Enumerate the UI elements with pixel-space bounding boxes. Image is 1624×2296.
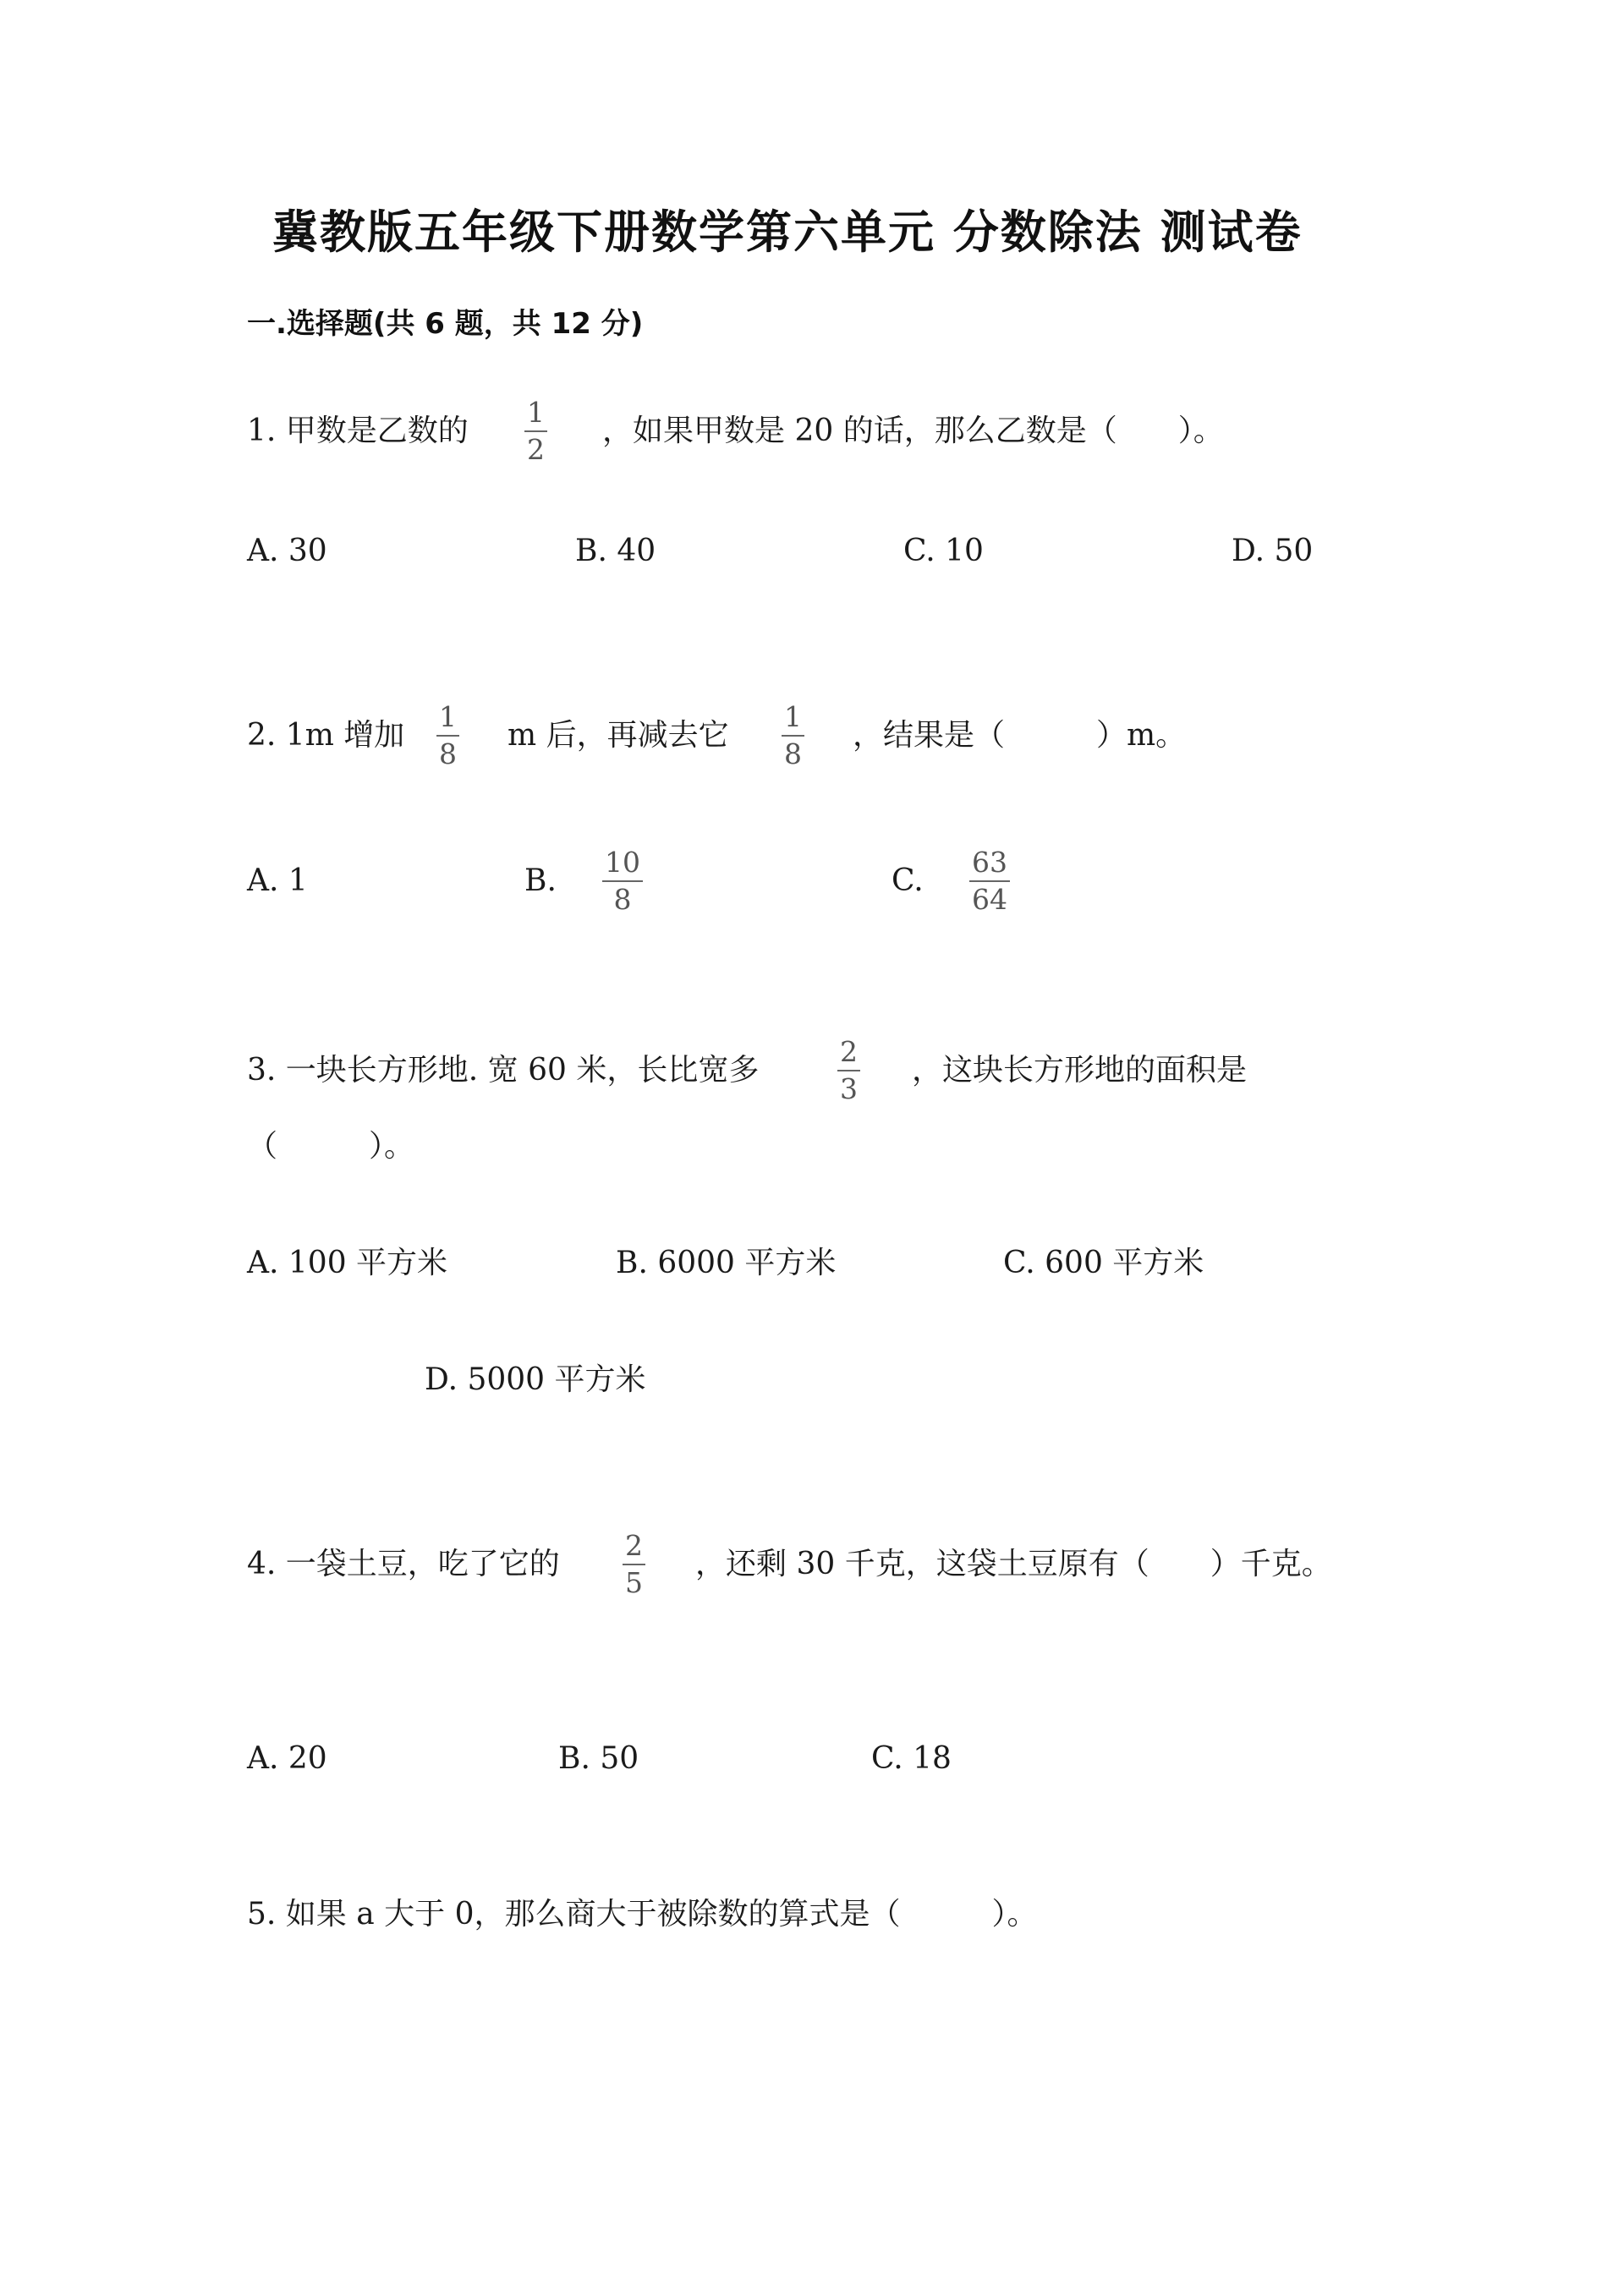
question-1-option-a[interactable]: A. 30 <box>247 534 327 568</box>
question-2-text-middle: m 后，再减去它 <box>508 718 729 753</box>
question-3-option-a[interactable]: A. 100 平方米 <box>247 1246 448 1280</box>
question-2-fraction-1 <box>436 702 459 770</box>
section-heading: 一.选择题(共 6 题，共 12 分) <box>247 307 644 341</box>
fraction-denominator: 5 <box>625 1566 643 1599</box>
fraction-numerator: 2 <box>840 1035 858 1068</box>
question-1-text-end: ，如果甲数是 20 的话，那么乙数是（ ）。 <box>602 414 1224 448</box>
question-4-option-a[interactable]: A. 20 <box>247 1741 327 1776</box>
fraction-numerator: 10 <box>605 846 640 879</box>
fraction-bar <box>436 735 459 737</box>
question-2-option-a[interactable]: A. 1 <box>247 863 308 898</box>
page-title: 冀教版五年级下册数学第六单元 分数除法 测试卷 <box>272 205 1303 259</box>
fraction-denominator: 2 <box>527 433 545 466</box>
fraction-bar <box>623 1564 645 1565</box>
fraction-numerator: 1 <box>527 396 545 429</box>
question-3-answer-blank: （ ）。 <box>247 1129 415 1164</box>
question-4-text-start: 4. 一袋土豆，吃了它的 <box>247 1547 560 1581</box>
question-1-option-b[interactable]: B. 40 <box>575 534 656 568</box>
question-2-option-b[interactable]: B. <box>524 863 557 898</box>
question-4-option-c[interactable]: C. 18 <box>871 1741 952 1776</box>
fraction-denominator: 64 <box>972 883 1007 916</box>
fraction-bar <box>782 735 804 737</box>
question-4-option-b[interactable]: B. 50 <box>558 1741 639 1776</box>
fraction-numerator: 2 <box>625 1529 643 1562</box>
question-2-option-c-fraction <box>969 847 1010 915</box>
question-1-option-d[interactable]: D. 50 <box>1232 534 1314 568</box>
question-3-text-end: ，这块长方形地的面积是 <box>912 1053 1248 1088</box>
question-1-fraction <box>524 397 547 465</box>
question-2-option-b-fraction <box>602 847 643 915</box>
question-3-option-c[interactable]: C. 600 平方米 <box>1003 1246 1204 1280</box>
fraction-numerator: 1 <box>784 700 802 733</box>
fraction-denominator: 3 <box>840 1072 858 1105</box>
fraction-bar <box>602 880 643 882</box>
question-1-option-c[interactable]: C. 10 <box>903 534 984 568</box>
question-3-option-b[interactable]: B. 6000 平方米 <box>616 1246 837 1280</box>
fraction-bar <box>524 430 547 432</box>
fraction-numerator: 1 <box>439 700 457 733</box>
question-3-option-d[interactable]: D. 5000 平方米 <box>425 1362 646 1397</box>
question-2-option-c[interactable]: C. <box>892 863 924 898</box>
question-4-fraction <box>623 1531 645 1598</box>
question-2-fraction-2 <box>782 702 804 770</box>
fraction-numerator: 63 <box>972 846 1007 879</box>
question-2-text-start: 2. 1m 增加 <box>247 718 405 753</box>
question-1-text-start: 1. 甲数是乙数的 <box>247 414 469 448</box>
fraction-bar <box>837 1070 860 1071</box>
question-2-text-end: ，结果是（ ）m。 <box>853 718 1187 753</box>
question-3-fraction <box>837 1037 860 1104</box>
fraction-bar <box>969 880 1010 882</box>
question-4-text-end: ，还剩 30 千克，这袋土豆原有（ ）千克。 <box>695 1547 1332 1581</box>
fraction-denominator: 8 <box>439 737 457 770</box>
question-5-text: 5. 如果 a 大于 0，那么商大于被除数的算式是（ ）。 <box>247 1897 1038 1932</box>
fraction-denominator: 8 <box>784 737 802 770</box>
question-3-text-start: 3. 一块长方形地. 宽 60 米，长比宽多 <box>247 1053 760 1088</box>
fraction-denominator: 8 <box>613 883 632 916</box>
